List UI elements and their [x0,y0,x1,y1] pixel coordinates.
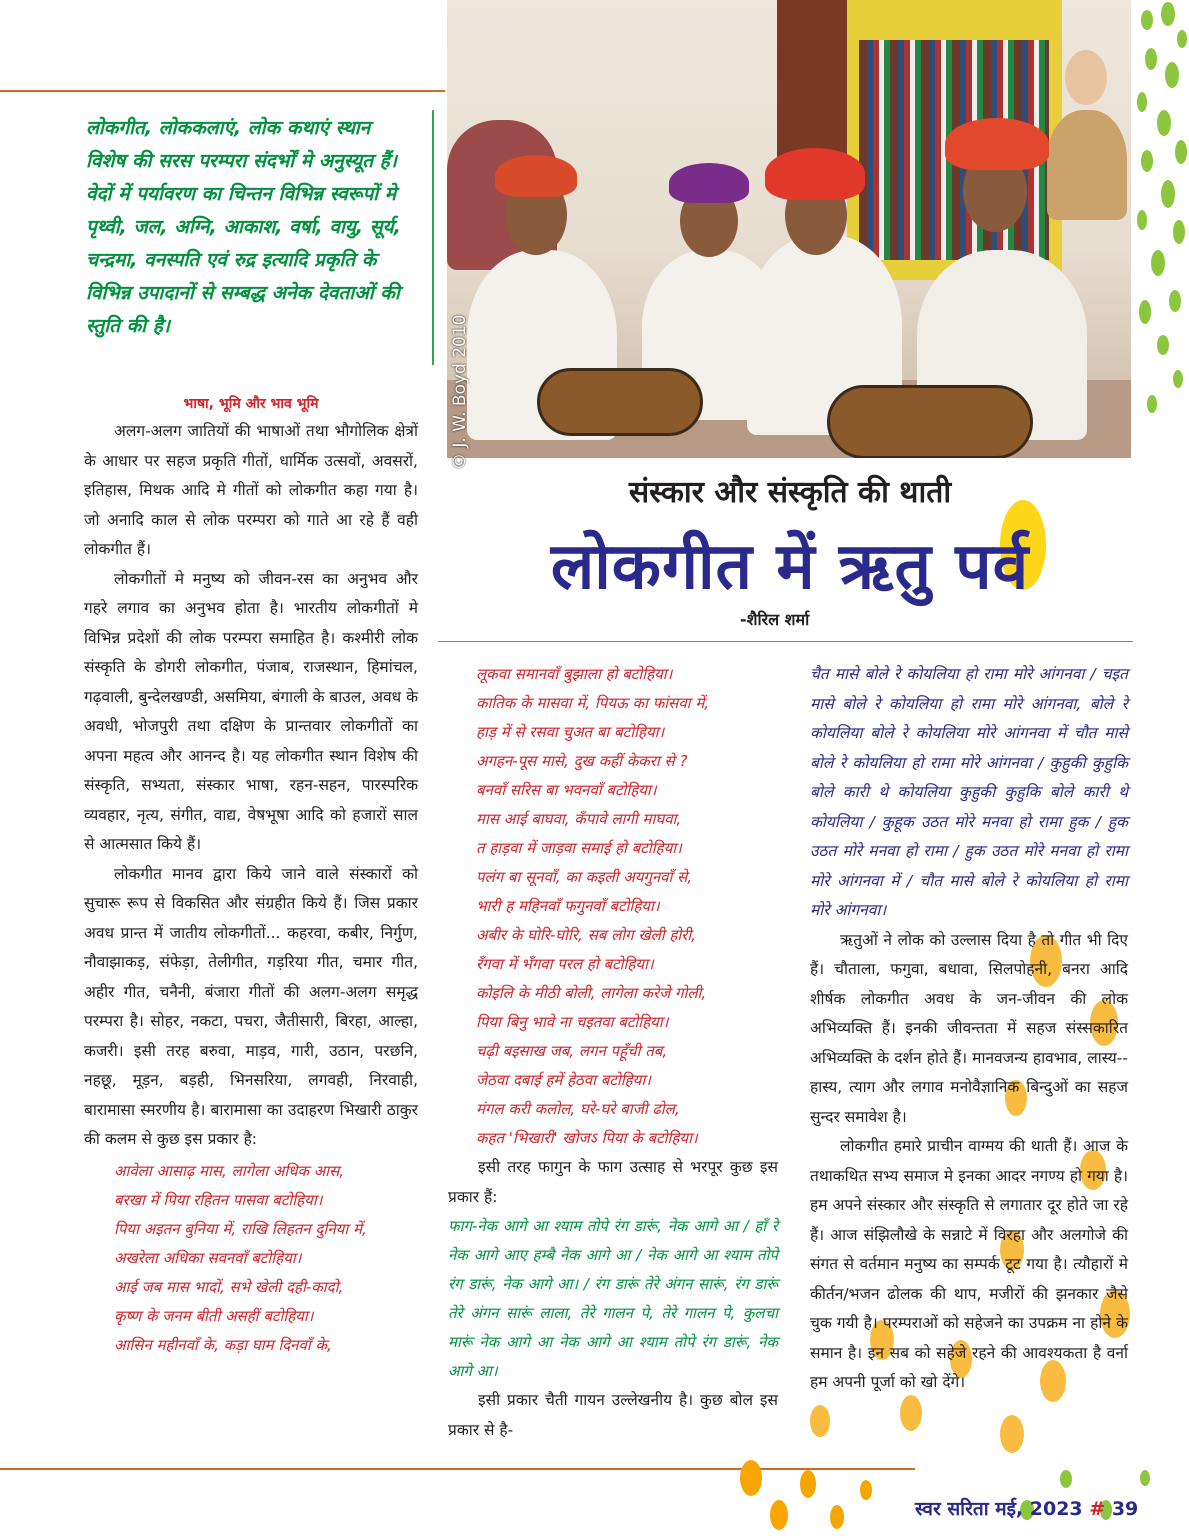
phag-verse: फाग-नेक आगे आ श्याम तोपे रंग डारूं, नेक आगे आ / हाँ रे नेक आगे आए हम्बै नेक आगे आ / नेक आगे आ श्याम तोपे रंग डारूं, नेक आगे आ। / रंग डारूं तेरे अंगन सारूं, रंग डारूं तेरे अंगन सारूं लाला, तेरे गालन पे, तेरे गालन पे, कुलचा मारूं नेक आगे आ नेक आगे आ श्याम तोपे रंग डारूं, नेक आगे आ। [448,1217,778,1380]
byline: -शैरिल शर्मा [740,610,810,629]
photo-woman [1047,110,1127,220]
footer-rule [0,1468,915,1470]
baramasa-verse-continued [448,660,778,1153]
verse-line: त हाड़वा में जाड़वा समाई हो बटोहिया। [476,839,682,857]
column-2 [448,660,778,1445]
verse-line: अगहन-पूस मासे, दुख कहीं केकरा से ? [476,752,688,770]
article-title: लोकगीत में ऋतु पर्व [550,530,1030,604]
photo-credit: © J. W. Boyd 2010 [450,314,470,470]
section-subhead: भाषा, भूमि और भाव भूमि [183,396,319,412]
headline-kicker: संस्कार और संस्कृति की थाती [628,475,952,510]
paragraph: लोकगीतों मे मनुष्य को जीवन-रस का अनुभव और गहरे लगाव का अनुभव होता है। भारतीय लोकगीतों मे विभिन्न प्रदेशों की लोक परम्परा समाहित है। कश्मीरी लोक संस्कृति के डोगरी लोकगीत, पंजाब, राजस्थान, हिमांचल, गढ़वाली, बुन्देलखण्डी, असमिया, बंगाली के बाउल, अवध के अवधी, भोजपुरी तथा दक्षिण के प्रान्तवार लोकगीतों का अपना महत्व और आनन्द है। यह लोकगीत स्थान विशेष की संस्कृति, सभ्यता, संस्कार भाषा, रहन-सहन, पारस्परिक व्यवहार, नृत्य, संगीत, वाद्य, वेषभूषा आदि को हजारों साल से आत्मसात किये हैं। [84,569,418,853]
verse-line: भारी ह महिनवाँ फगुनवाँ बटोहिया। [476,897,660,915]
page-number: 39 [1111,1498,1139,1520]
decorative-dots-right [1133,0,1189,460]
photo-turban-2 [669,163,749,203]
baramasa-verse [84,1157,418,1360]
verse-line: बनवाँ सरिस बा भवनवाँ बटोहिया। [476,781,657,799]
verse-line: मंगल करी कलोल, घरे-घरे बाजी ढोल, [476,1100,680,1118]
verse-line: बरखा में पिया रहितन पासवा बटोहिया। [114,1190,323,1209]
verse-line: अखरेला अधिका सवनवाँ बटोहिया। [114,1248,302,1267]
verse-line: आई जब मास भादों, सभे खेली दही-कादो, [114,1277,344,1296]
magazine-issue: स्वर सरिता मई, 2023 [915,1498,1083,1520]
verse-line: पिया अइतन बुनिया में, राखि लिहतन दुनिया में, [114,1219,367,1238]
verse-line: पलंग बा सूनवाँ, का कइली अयगुनवाँ से, [476,868,693,886]
photo-dholak-1 [537,368,703,436]
verse-line: कातिक के मासवा में, पियऊ का फांसवा में, [476,694,710,712]
top-rule [0,90,445,92]
photo-woman-head [1065,50,1107,105]
verse-line: कृष्ण के जनम बीती असहीं बटोहिया। [114,1306,314,1325]
paragraph: लोकगीत हमारे प्राचीन वाग्मय की थाती हैं। आज के तथाकथित सभ्य समाज मे इनका आदर नगण्य हो गया है। हम अपने संस्कार और संस्कृति से लगातार दूर होते जा रहे हैं। आज संझिलौखे के सन्नाटे में विरहा और अलगोजे की संगत से वर्तमान मनुष्य का सम्पर्क टूट गया है। त्यौहारों मे कीर्तन/भजन ढोलक की थाप, मजीरों की झनकार जैसे चुक गयी है। परम्पराओं को सहेजने का उपक्रम ना होने के समान है। इन सब को सहेजे रहने की आवश्यकता है वर्ना हम अपनी पूर्जा को खो देंगे। [810,1137,1128,1391]
headline-rule [438,641,1133,642]
photo-turban-1 [495,155,577,197]
paragraph: अलग-अलग जातियों की भाषाओं तथा भौगोलिक क्षेत्रों के आधार पर सहज प्रकृति गीतों, धार्मिक उत्सवों, अवसरों, इतिहास, मिथक आदि मे गीतों को लोकगीत कहा गया है। जो अनादि काल से लोक परम्परा को गाते आ रहे हैं वही लोकगीत हैं। [84,422,418,558]
verse-line: रँगवा में भँगवा परल हो बटोहिया। [476,955,654,973]
verse-line: कहत 'भिखारी' खोजऽ पिया के बटोहिया। [476,1129,698,1147]
verse-line: आवेला आसाढ़ मास, लागेला अधिक आस, [114,1161,345,1180]
musicians-photo [447,0,1131,458]
page-footer [915,1495,1138,1521]
paragraph: इसी तरह फागुन के फाग उत्साह से भरपूर कुछ इस प्रकार हैं: [448,1158,778,1206]
verse-line: आसिन महीनवाँ के, कड़ा घाम दिनवाँ के, [114,1335,332,1354]
verse-line: पिया बिनु भावे ना चइतवा बटोहिया। [476,1013,669,1031]
paragraph: ऋतुओं ने लोक को उल्लास दिया है तो गीत भी दिए हैं। चौताला, फगुवा, बधावा, सिलपोहनी, बनरा आदि शीर्षक लोकगीत अवध के जन-जीवन की लोक अभिव्यक्ति हैं। इनकी जीवन्तता में सहज संस्सकारित अभिव्यक्ति के दर्शन होते हैं। मानवजन्य हावभाव, लास्य--हास्य, त्याग और लगाव मनोवैज्ञानिक बिन्दुओं का सहज सुन्दर समावेश है। [810,930,1128,1126]
verse-line: जेठवा दबाई हमें हेठवा बटोहिया। [476,1071,651,1089]
paragraph: इसी प्रकार चैती गायन उल्लेखनीय है। कुछ बोल इस प्रकार से है- [448,1391,778,1439]
column-3 [810,660,1128,1398]
verse-line: चढ़ी बइसाख जब, लगन पहूँची तब, [476,1042,668,1060]
photo-turban-4 [945,118,1049,170]
verse-line: कोइलि के मीठी बोली, लागेला करेजे गोली, [476,984,707,1002]
pullquote-rule [432,110,434,365]
verse-line: हाड़ में से रसवा चुअत बा बटोहिया। [476,723,665,741]
photo-dholak-2 [827,385,1033,458]
chaiti-verse: चैत मासे बोले रे कोयलिया हो रामा मोरे आंगनवा / चइत मासे बोले रे कोयलिया हो रामा मोरे आंगनवा, बोले रे कोयलिया बोले रे कोयलिया मोरे आंगनवा में चौत मासे बोले रे कोयलिया हो रामा मोरे आंगनवा / कुहुकी कुहुकि बोले कारी थे कोयलिया कुहुकी कुहुकि बोले कारी थे कोयलिया / कुहूक उठत मोरे मनवा हो रामा हुक / हुक उठत मोरे मनवा हो रामा / हुक उठत मोरे मनवा हो रामा मोरे आंगनवा में / चौत मासे बोले रे कोयलिया हो रामा मोरे आंगनवा। [810,665,1128,919]
photo-turban-3 [765,148,865,200]
verse-line: लूकवा समानवाँ बुझाला हो बटोहिया। [476,665,673,683]
paragraph: लोकगीत मानव द्वारा किये जाने वाले संस्कारों को सुचारू रूप से विकसित और संग्रहीत किये हैं। जिस प्रकार अवध प्रान्त में जातीय लोकगीतों... कहरवा, कबीर, निर्गुण, नौवाझाकड़, संफेड़ा, तेलीगीत, गड़रिया गीत, चमार गीत, अहीर गीत, चनैनी, बंजारा गीतों की अलग-अलग समृद्ध परम्परा है। सोहर, नकटा, पचरा, जैतीसारी, बिरहा, आल्हा, कजरी। इसी तरह बरुवा, माड़व, गारी, उठान, परछनि, नहछू, मूड़न, बड़ही, भिनसरिया, लगवही, निरवाही, बारामासा स्मरणीय है। बारामासा का उदाहरण भिखारी ठाकुर की कलम से कुछ इस प्रकार है: [84,864,418,1148]
verse-line: अबीर के घोरि-घोरि, सब लोग खेली होरी, [476,926,697,944]
verse-line: मास आई बाघवा, कँपावे लागी माघवा, [476,810,682,828]
column-1 [84,393,418,1360]
pull-quote: लोकगीत, लोककलाएं, लोक कथाएं स्थान विशेष की सरस परम्परा संदर्भों मे अनुस्यूत हैं। वेदों में पर्यावरण का चिन्तन विभिन्न स्वरूपों मे पृथ्वी, जल, अग्नि, आकाश, वर्षा, वायु, सूर्य, चन्द्रमा, वनस्पति एवं रुद्र इत्यादि प्रकृति के विभिन्न उपादानों से सम्बद्ध अनेक देवताओं की स्तुति की है। [86,117,401,337]
hash-symbol: # [1089,1498,1106,1520]
